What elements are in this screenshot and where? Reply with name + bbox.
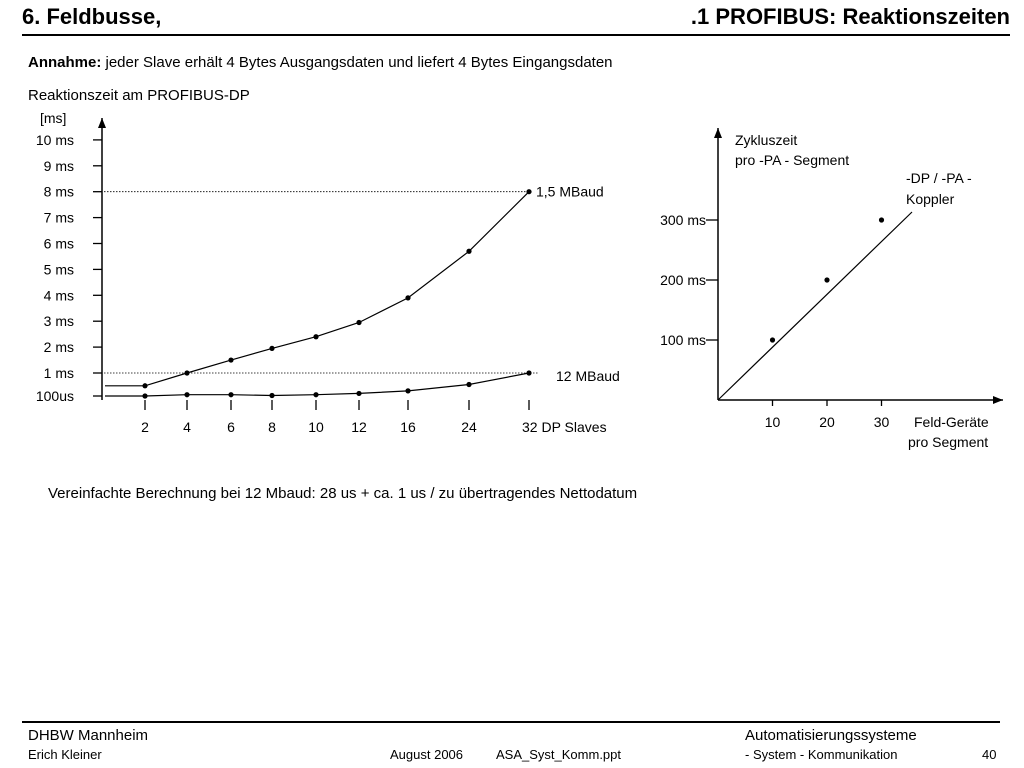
data-point [313,392,318,397]
y-tick-label: 6 ms [43,235,74,252]
footer-topic: - System - Kommunikation [745,747,898,762]
cycle-time-chart [660,128,1003,450]
x-axis-label-line-2: pro Segment [908,434,989,450]
x-tick-label: 2 [141,419,149,435]
y-tick-label: 100us [35,388,74,404]
data-point [526,370,531,375]
footer-org: DHBW Mannheim [28,727,149,744]
y-tick-label: 300 ms [660,212,706,228]
footer-author: Erich Kleiner [28,747,102,762]
footer-divider [22,721,1000,723]
x-tick-label: 4 [183,419,191,435]
data-point [466,382,471,387]
y-tick-label: 3 ms [43,313,74,330]
assumption-label: Annahme: [28,54,102,71]
data-point [269,346,274,351]
x-tick-label: 10 [764,414,781,430]
y-tick-label: 200 ms [660,272,706,288]
footer-date: August 2006 [390,747,464,762]
series-label-12-mbaud: 12 MBaud [556,368,620,384]
data-point [269,393,274,398]
footer-page-number: 40 [982,747,997,762]
data-point [356,320,361,325]
y-tick-label: 1 ms [43,365,74,381]
y-axis-arrow [714,128,722,138]
data-point [824,277,829,282]
data-point [184,370,189,375]
y-axis-label: [ms] [40,110,67,126]
data-point [879,217,884,222]
data-point [184,392,189,397]
x-tick-label: 30 [873,414,890,430]
y-tick-label: 100 ms [660,332,706,348]
data-point [356,391,361,396]
series-label-1-5-mbaud: 1,5 MBaud [536,183,604,200]
data-point [526,189,531,194]
data-point [313,334,318,339]
y-axis-label-line-1: Zykluszeit [735,132,798,148]
y-axis-arrow [98,118,106,128]
data-point [405,295,410,300]
y-axis-label-line-2: pro -PA - Segment [735,152,850,168]
y-tick-label: 2 ms [43,339,74,356]
series-label-line-1: -DP / -PA - [906,170,972,186]
y-tick-label: 9 ms [43,157,74,174]
footer-file: ASA_Syst_Komm.ppt [496,747,621,762]
x-tick-label: 24 [461,419,477,435]
series-label-line-2: Koppler [906,191,955,207]
series-line-1-5-mbaud [105,192,529,386]
x-tick-label: 20 [819,414,835,430]
chart-heading: Reaktionszeit am PROFIBUS-DP [28,87,250,104]
y-tick-label: 7 ms [43,209,74,226]
data-point [142,393,147,398]
y-tick-label: 10 ms [35,131,74,148]
data-point [466,249,471,254]
x-axis-arrow [993,396,1003,404]
data-point [770,337,775,342]
y-tick-label: 8 ms [43,183,74,200]
y-tick-label: 5 ms [43,261,74,278]
data-point [405,388,410,393]
y-tick-label: 4 ms [43,287,74,304]
x-axis-label-line-1: Feld-Geräte [914,414,989,430]
series-line-dp-pa-koppler [718,212,912,400]
x-tick-label: 10 [308,419,324,435]
x-tick-label: 32 DP Slaves [522,419,607,435]
x-tick-label: 12 [351,419,367,435]
data-point [142,383,147,388]
footer-course: Automatisierungssysteme [745,727,917,744]
slide-title-right: .1 PROFIBUS: Reaktionszeiten [690,4,1010,29]
calculation-note: Vereinfachte Berechnung bei 12 Mbaud: 28 us + ca. 1 us / zu übertragendes Nettodatum [48,485,638,502]
x-tick-label: 6 [227,419,235,435]
x-tick-label: 8 [268,419,276,435]
data-point [228,392,233,397]
reaction-time-chart [36,110,620,435]
data-point [228,357,233,362]
slide-title-left: 6. Feldbusse, [22,4,162,29]
x-tick-label: 16 [400,419,416,435]
assumption-body: jeder Slave erhält 4 Bytes Ausgangsdaten und liefert 4 Bytes Eingangsdaten [101,54,613,71]
